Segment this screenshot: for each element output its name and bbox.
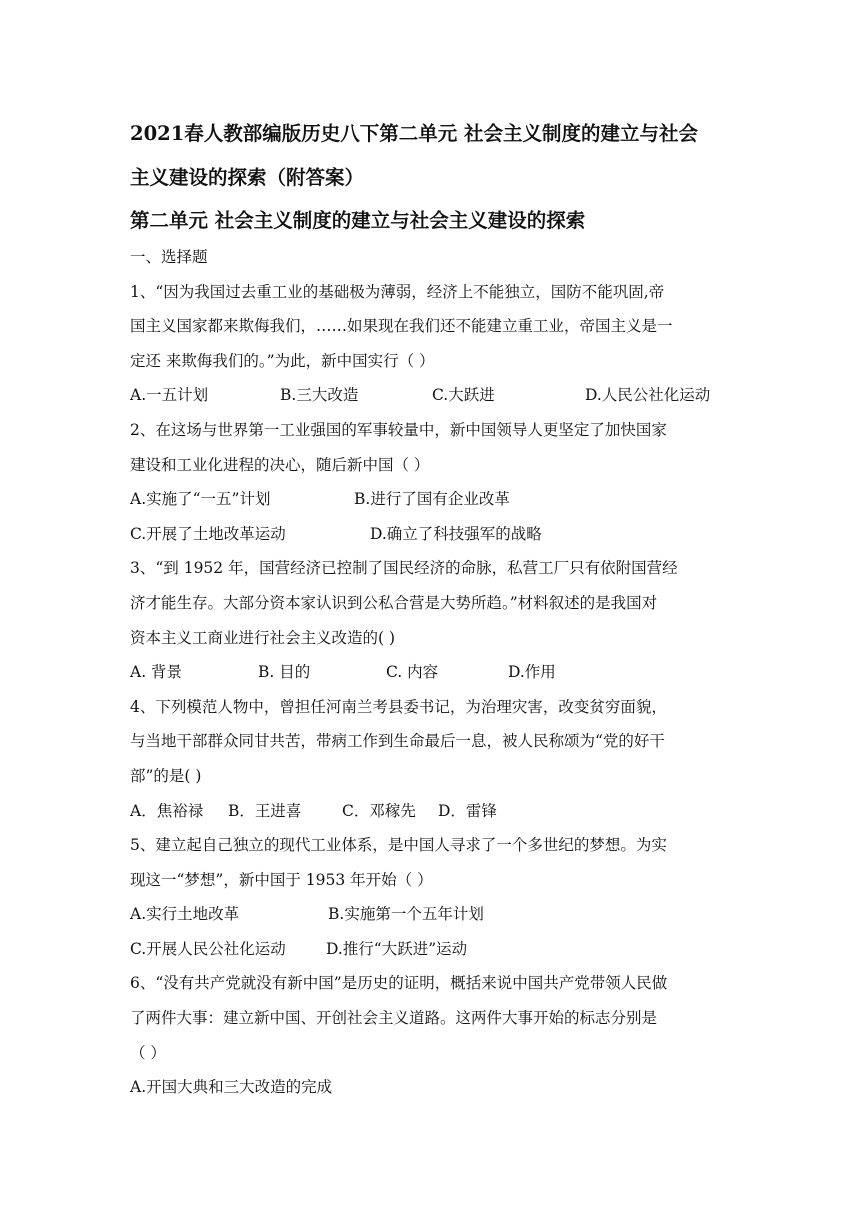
question-3-line-3: 资本主义工商业进行社会主义改造的( ) <box>130 628 396 647</box>
question-1-option-c: C.大跃进 <box>432 386 495 405</box>
question-4-line-1: 4、下列模范人物中，曾担任河南兰考县委书记，为治理灾害，改变贫穷面貌， <box>130 697 667 716</box>
question-4-option-c: C．邓稼先 <box>342 801 416 820</box>
question-4 <box>130 690 736 828</box>
question-1-option-b: B.三大改造 <box>280 386 359 405</box>
section-label: 一、选择题 <box>130 248 208 266</box>
question-1-line-2: 国主义国家都来欺侮我们，……如果现在我们还不能建立重工业，帝国主义是一 <box>130 317 673 336</box>
question-6-line-1: 6、“没有共产党就没有新中国”是历史的证明，概括来说中国共产党带领人民做 <box>130 974 668 993</box>
question-5-option-d: D.推行“大跃进”运动 <box>326 939 468 958</box>
question-2-options-row-2 <box>130 517 736 552</box>
question-2-option-c: C.开展了土地改革运动 <box>130 524 286 543</box>
question-2-options-row-1 <box>130 482 736 517</box>
unit-heading: 第二单元 社会主义制度的建立与社会主义建设的探索 <box>130 209 586 232</box>
document-title <box>130 112 736 200</box>
question-1-option-a: A.一五计划 <box>130 386 209 405</box>
question-4-options <box>130 794 736 829</box>
question-6 <box>130 966 736 1104</box>
question-2 <box>130 413 736 551</box>
question-5 <box>130 828 736 966</box>
question-1 <box>130 275 736 413</box>
question-3-line-1: 3、“到 1952 年，国营经济已控制了国民经济的命脉，私营工厂只有依附国营经 <box>130 559 678 578</box>
question-3-line-2: 济才能生存。大部分资本家认识到公私合营是大势所趋。”材料叙述的是我国对 <box>130 593 658 612</box>
title-line-1: 2021春人教部编版历史八下第二单元 社会主义制度的建立与社会 <box>130 122 699 145</box>
question-6-option-a: A.开国大典和三大改造的完成 <box>130 1078 333 1097</box>
question-5-option-c: C.开展人民公社化运动 <box>130 939 286 958</box>
question-3-option-a: A. 背景 <box>130 663 183 682</box>
question-4-option-a: A．焦裕禄 <box>130 801 204 820</box>
question-1-line-1: 1、“因为我国过去重工业的基础极为薄弱，经济上不能独立，国防不能巩固,帝 <box>130 282 665 301</box>
question-2-line-1: 2、在这场与世界第一工业强国的军事较量中，新中国领导人更坚定了加快国家 <box>130 420 667 439</box>
question-3-option-c: C. 内容 <box>386 663 439 682</box>
question-4-option-b: B．王进喜 <box>228 801 302 820</box>
question-1-options <box>130 378 736 413</box>
question-5-line-1: 5、建立起自己独立的现代工业体系，是中国人寻求了一个多世纪的梦想。为实 <box>130 836 667 855</box>
title-line-2: 主义建设的探索（附答案） <box>130 166 365 189</box>
question-5-options-row-2 <box>130 932 736 967</box>
question-6-line-3: （ ） <box>130 1043 166 1062</box>
question-4-line-2: 与当地干部群众同甘共苦，带病工作到生命最后一息，被人民称颂为“党的好干 <box>130 732 665 751</box>
question-1-line-3: 定还 来欺侮我们的。”为此，新中国实行（ ） <box>130 351 435 370</box>
question-2-line-2: 建设和工业化进程的决心，随后新中国（ ） <box>130 455 430 474</box>
question-6-line-2: 了两件大事：建立新中国、开创社会主义道路。这两件大事开始的标志分别是 <box>130 1009 658 1028</box>
question-6-options <box>130 1070 736 1105</box>
question-3-option-d: D.作用 <box>508 663 556 682</box>
question-3-option-b: B. 目的 <box>258 663 311 682</box>
question-4-line-3: 部”的是( ) <box>130 766 202 785</box>
question-1-option-d: D.人民公社化运动 <box>585 386 711 405</box>
question-2-option-d: D.确立了科技强军的战略 <box>370 524 542 543</box>
question-5-options-row-1 <box>130 897 736 932</box>
question-5-option-a: A.实行土地改革 <box>130 905 240 924</box>
question-2-option-b: B.进行了国有企业改革 <box>354 490 510 509</box>
document-page <box>130 112 736 1105</box>
question-3 <box>130 551 736 689</box>
question-5-option-b: B.实施第一个五年计划 <box>328 905 484 924</box>
question-5-line-2: 现这一“梦想”，新中国于 1953 年开始（ ） <box>130 870 433 889</box>
question-4-option-d: D．雷锋 <box>438 801 497 820</box>
question-3-options <box>130 655 736 690</box>
question-2-option-a: A.实施了“一五”计划 <box>130 490 271 509</box>
